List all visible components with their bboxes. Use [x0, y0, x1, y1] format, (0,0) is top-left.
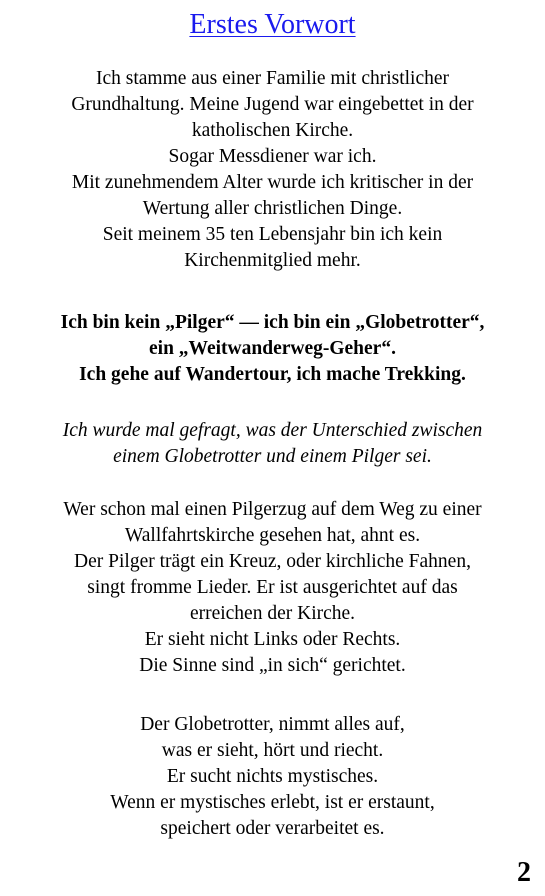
text-line: Die Sinne sind „in sich“ gerichtet. [139, 655, 406, 676]
text-line: Ich stamme aus einer Familie mit christlicher [95, 68, 450, 89]
paragraph-globetrotter-statement [0, 310, 545, 388]
page-title-link[interactable]: Erstes Vorwort [189, 9, 356, 40]
text-line: Er sieht nicht Links oder Rechts. [144, 629, 401, 650]
text-line: Wallfahrtskirche gesehen hat, ahnt es. [124, 525, 421, 546]
text-line: Ich gehe auf Wandertour, ich mache Trekking. [79, 364, 466, 385]
text-line: Ich bin kein „Pilger“ — ich bin ein „Globetrotter“, [60, 312, 485, 333]
text-line: Wenn er mystisches erlebt, ist er erstaunt, [110, 792, 435, 813]
text-line: Ich wurde mal gefragt, was der Unterschied zwischen [62, 420, 483, 441]
page-number: 2 [517, 857, 531, 888]
text-line: Sogar Messdiener war ich. [168, 146, 377, 167]
paragraph-pilgrim-description [0, 497, 545, 679]
text-line: Wer schon mal einen Pilgerzug auf dem Weg zu einer [63, 499, 482, 520]
text-line: speichert oder verarbeitet es. [160, 818, 385, 839]
text-line: einem Globetrotter und einem Pilger sei. [113, 446, 432, 467]
text-line: ein „Weitwanderweg-Geher“. [149, 338, 396, 359]
paragraph-family-background [0, 66, 545, 274]
text-line: Er sucht nichts mystisches. [166, 766, 379, 787]
paragraph-globetrotter-description [0, 712, 545, 842]
text-line: Kirchenmitglied mehr. [184, 250, 361, 271]
text-line: katholischen Kirche. [191, 120, 354, 141]
text-line: singt fromme Lieder. Er ist ausgerichtet auf das [87, 577, 458, 598]
text-line: Wertung aller christlichen Dinge. [142, 198, 403, 219]
paragraph-question [0, 418, 545, 470]
text-line: Seit meinem 35 ten Lebensjahr bin ich kein [102, 224, 443, 245]
text-line: Der Pilger trägt ein Kreuz, oder kirchliche Fahnen, [74, 551, 471, 572]
text-line: was er sieht, hört und riecht. [161, 740, 384, 761]
text-line: Mit zunehmendem Alter wurde ich kritischer in der [71, 172, 474, 193]
text-line: Der Globetrotter, nimmt alles auf, [140, 714, 405, 735]
text-line: Grundhaltung. Meine Jugend war eingebettet in der [71, 94, 474, 115]
text-line: erreichen der Kirche. [189, 603, 356, 624]
